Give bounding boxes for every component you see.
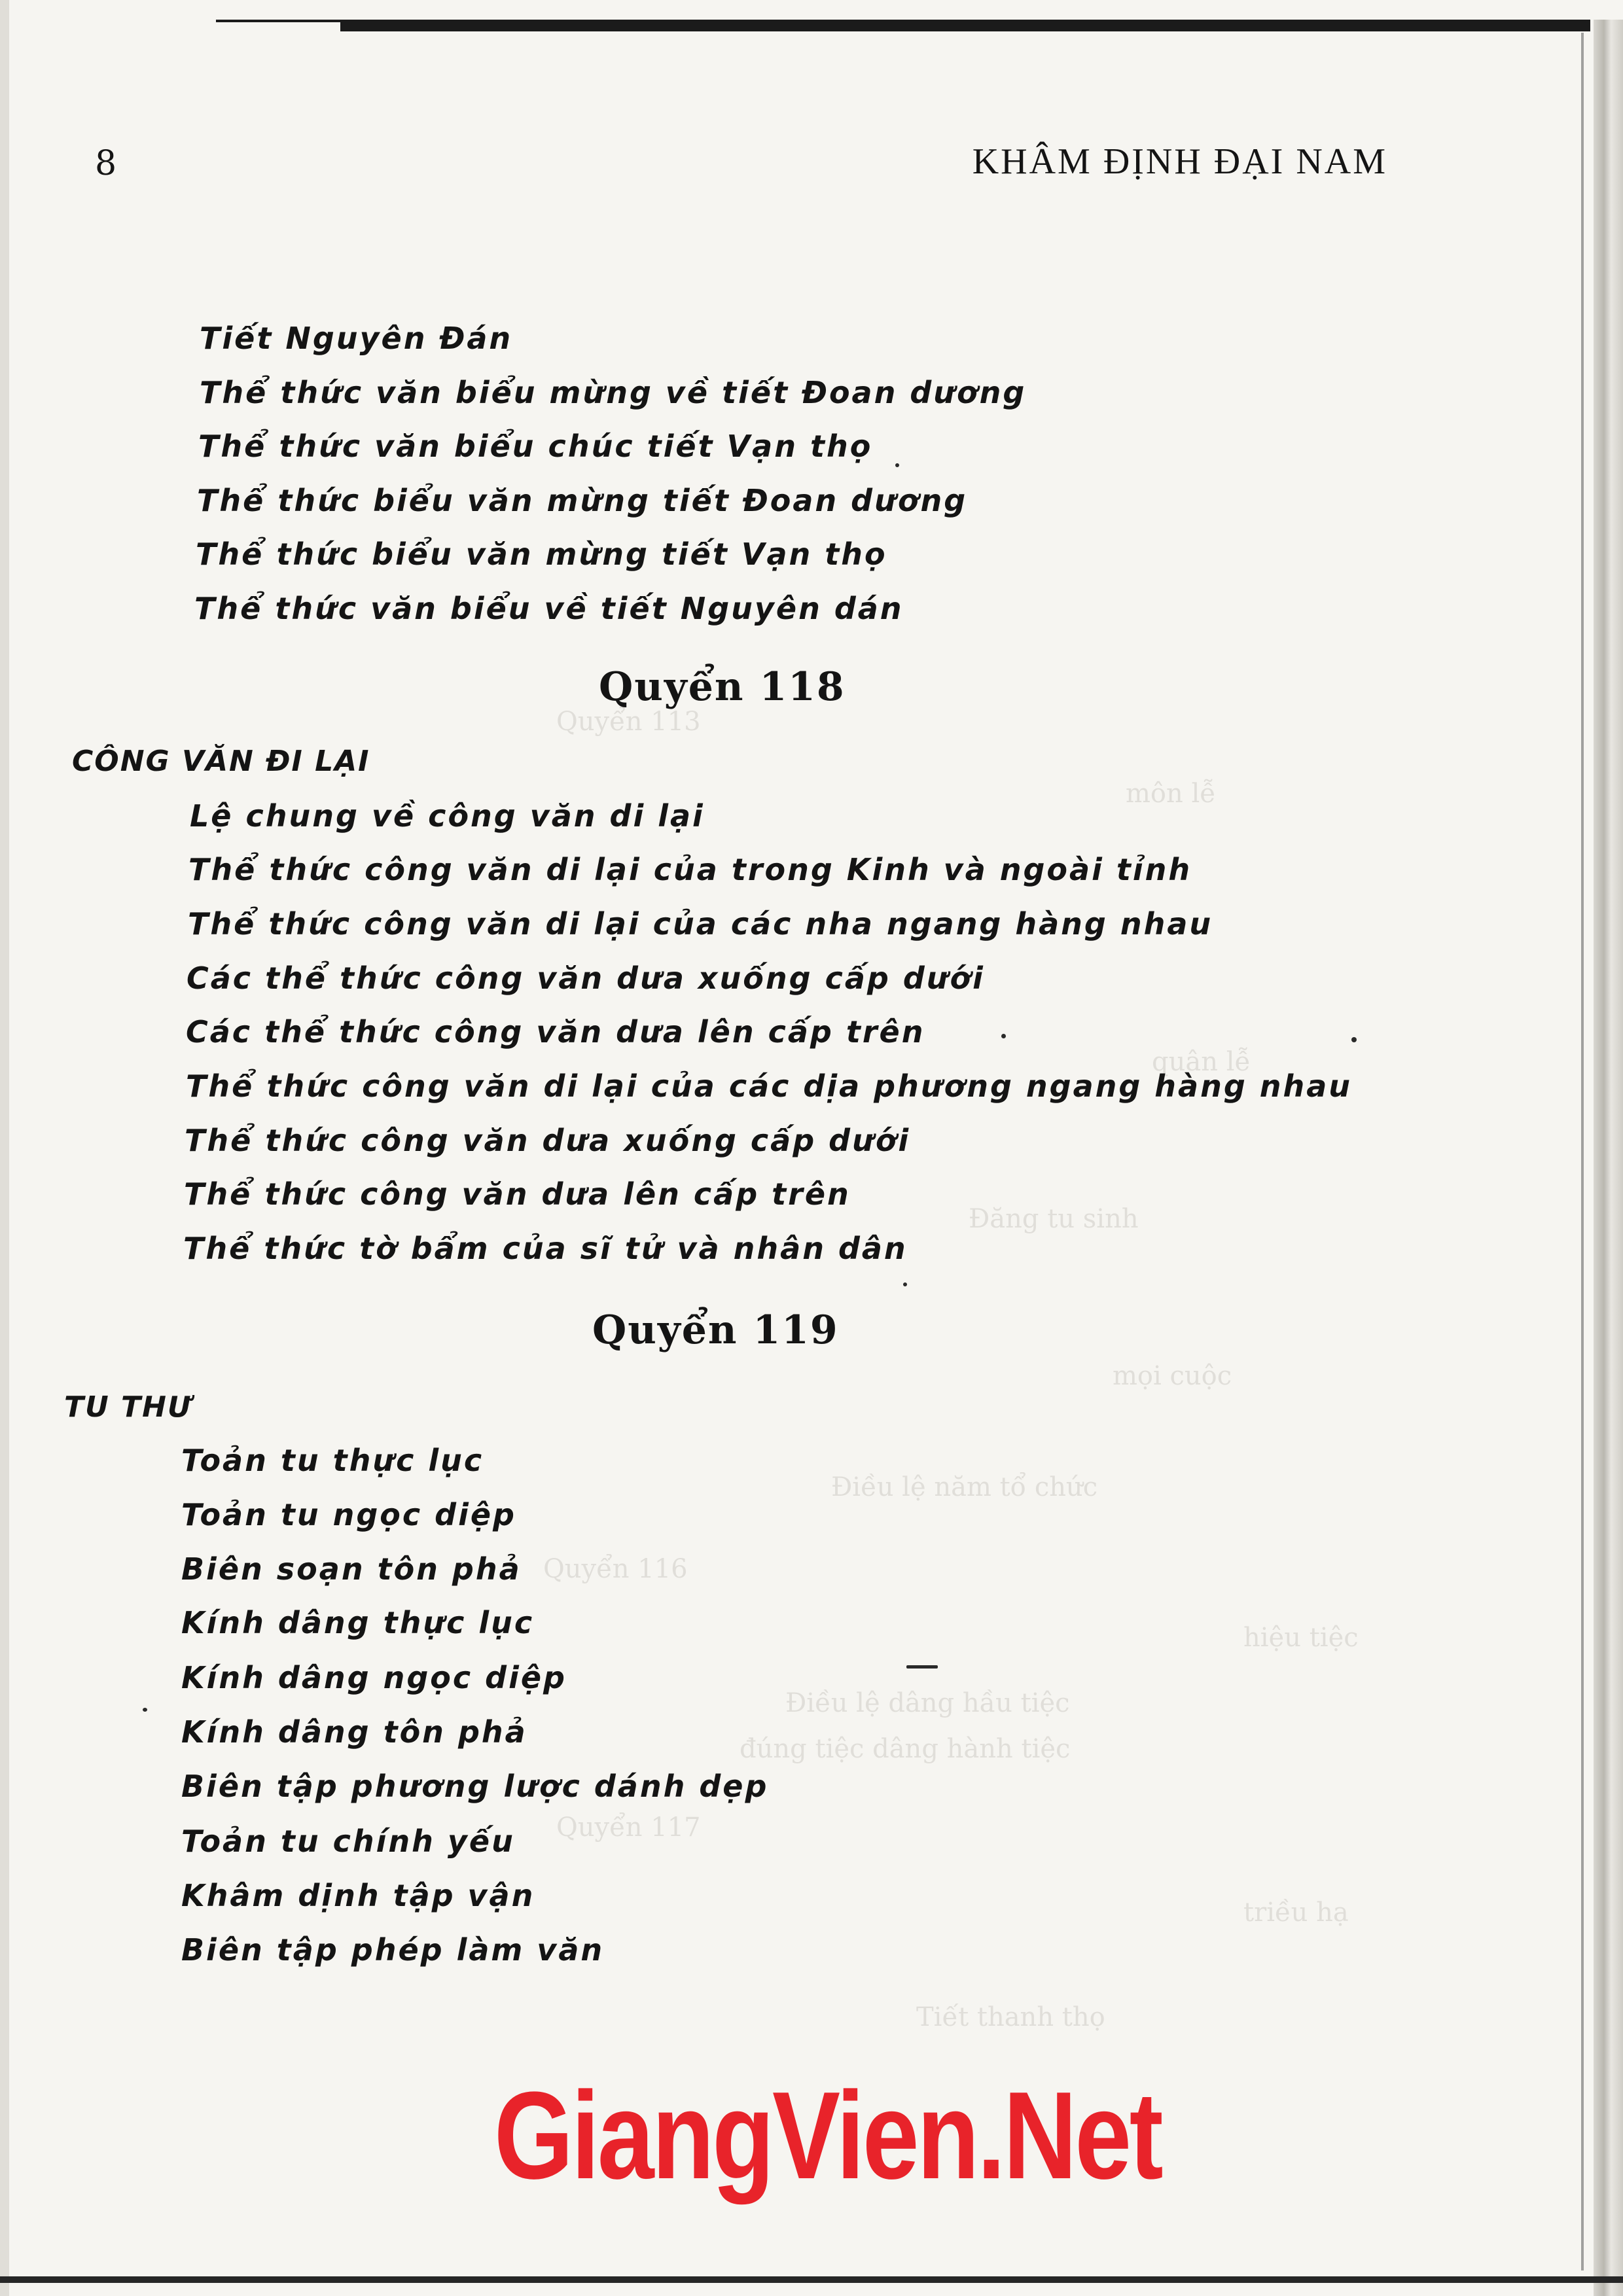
list-item: Toản tu thực lục	[181, 1443, 484, 1478]
scan-edge-bottom	[0, 2276, 1623, 2283]
bleed-through-text: Quyển 113	[556, 707, 701, 737]
list-item: Biên tập phép làm văn	[181, 1932, 605, 1968]
list-item: Thể thức văn biểu chúc tiết Vạn thọ	[198, 429, 873, 464]
list-item: Các thể thức công văn dưa lên cấp trên	[186, 1014, 925, 1050]
list-item: Thể thức văn biểu về tiết Nguyên dán	[194, 591, 904, 626]
list-item: Các thể thức công văn dưa xuống cấp dưới	[187, 961, 985, 996]
bleed-through-text: Tiết thanh thọ	[916, 2002, 1105, 2032]
bleed-through-text: Điều lệ dâng hầu tiệc	[785, 1688, 1070, 1718]
list-item: Kính dâng thực lục	[181, 1605, 535, 1640]
volume-heading: Quyển 119	[592, 1307, 839, 1353]
dust-speck	[895, 463, 899, 467]
bleed-through-text: Đăng tu sinh	[969, 1204, 1139, 1234]
list-item: Thể thức biểu văn mừng tiết Vạn thọ	[196, 537, 887, 572]
dust-speck	[1351, 1037, 1357, 1042]
list-item: Toản tu ngọc diệp	[181, 1497, 516, 1532]
bleed-through-text: quân lễ	[1152, 1047, 1251, 1077]
dust-mark	[906, 1665, 938, 1669]
list-item: Thể thức tờ bẩm của sĩ tử và nhân dân	[183, 1231, 908, 1266]
list-item: Toản tu chính yếu	[181, 1824, 515, 1859]
list-item: Thể thức văn biểu mừng về tiết Đoan dương	[200, 375, 1027, 410]
list-item: Biên tập phương lược dánh dẹp	[181, 1769, 769, 1804]
list-item: Kính dâng ngọc diệp	[181, 1660, 567, 1695]
running-title: KHÂM ĐỊNH ĐẠI NAM	[972, 141, 1387, 182]
volume-heading: Quyển 118	[599, 664, 846, 710]
bleed-through-text: đúng tiệc dâng hành tiệc	[740, 1734, 1071, 1764]
page-number: 8	[95, 144, 117, 183]
bleed-through-text: Quyển 117	[556, 1812, 701, 1843]
bleed-through-text: mọi cuộc	[1113, 1361, 1232, 1391]
bleed-through-text: Quyển 116	[543, 1554, 688, 1584]
list-item: Thể thức công văn di lại của trong Kinh và ngoài tỉnh	[188, 852, 1192, 887]
scan-edge-top-gap	[216, 22, 340, 31]
scan-edge-top	[216, 20, 1590, 31]
dust-speck	[1001, 1034, 1006, 1038]
list-item: Thể thức công văn dưa xuống cấp dưới	[185, 1123, 911, 1158]
bleed-through-text: triều hạ	[1243, 1898, 1349, 1928]
list-item: Biên soạn tôn phả	[181, 1551, 522, 1587]
section-title: CÔNG VĂN ĐI LẠI	[72, 745, 370, 778]
bleed-through-text: hiệu tiệc	[1243, 1623, 1359, 1653]
list-item: Thể thức biểu văn mừng tiết Đoan dương	[197, 483, 968, 518]
scan-edge-right	[1594, 20, 1623, 2296]
scan-edge-left	[0, 0, 9, 2296]
list-item: Thể thức công văn di lại của các dịa phương ngang hàng nhau	[186, 1069, 1353, 1104]
binding-shadow-line	[1581, 33, 1584, 2270]
bleed-through-text: môn lễ	[1126, 779, 1216, 809]
list-item: Thể thức công văn di lại của các nha ngang hàng nhau	[188, 906, 1213, 942]
list-item: Tiết Nguyên Đán	[200, 321, 513, 356]
section-title: TU THƯ	[64, 1390, 192, 1424]
list-item: Khâm dịnh tập vận	[181, 1878, 535, 1913]
list-item: Lệ chung về công văn di lại	[190, 798, 705, 834]
watermark-logo: GiangVien.Net	[494, 2066, 1162, 2205]
list-item: Thể thức công văn dưa lên cấp trên	[184, 1176, 851, 1212]
bleed-through-text: Điều lệ năm tổ chức	[831, 1472, 1098, 1502]
dust-speck	[143, 1708, 147, 1712]
list-item: Kính dâng tôn phả	[181, 1714, 527, 1750]
dust-speck	[903, 1282, 907, 1286]
